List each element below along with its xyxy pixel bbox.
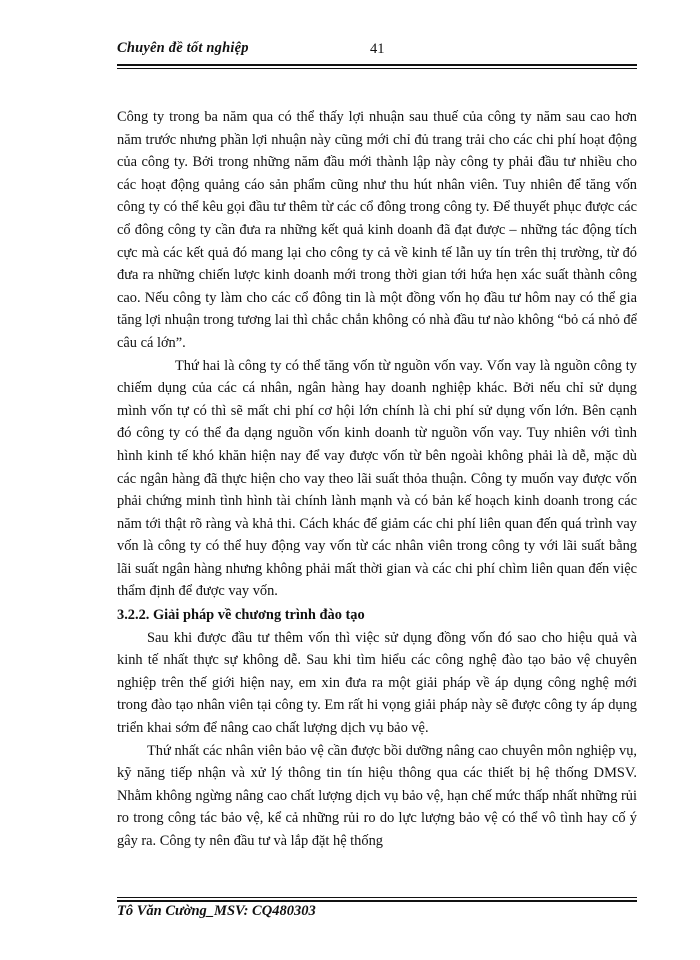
- document-body: [117, 106, 637, 853]
- page-number: 41: [370, 41, 385, 57]
- footer-rule: [117, 900, 637, 902]
- section-paragraph-2: Thứ nhất các nhân viên bảo vệ cần được bồi dưỡng nâng cao chuyên môn nghiệp vụ, kỹ năng tiếp nhận và xử lý thông tin tín hiệu thông qua các thiết bị hệ thống DMSV. Nhằm không ngừng nâng cao chất lượng dịch vụ bảo vệ, hạn chế mức thấp nhất những rủi ro trong công tác bảo vệ, kể cả những rủi ro do lực lượng bảo vệ có thể vô tình hay cố ý gây ra. Công ty nên đầu tư và lắp đặt hệ thống: [117, 742, 637, 849]
- header-rule-thin: [117, 68, 637, 69]
- section-heading: 3.2.2. Giải pháp về chương trình đào tạo: [117, 607, 365, 624]
- body-paragraph-1: Công ty trong ba năm qua có thể thấy lợi nhuận sau thuế của công ty năm sau cao hơn năm trước nhưng phần lợi nhuận này cũng mới chỉ đủ trang trải cho các chi phí hoạt động của công ty. Bởi trong những năm đầu mới thành lập này công ty phải đầu tư nhiều cho các hoạt động quảng cáo sản phẩm cũng như thu hút nhân viên. Tuy nhiên để tăng vốn công ty có thể kêu gọi đầu tư thêm từ các cổ đông trong công ty. Để thuyết phục được các cổ đông công ty cần đưa ra những kết quả kinh doanh đã đạt được – những tác động tích cực mà các kết quả đó mang lại cho công ty cả về kinh tế lẫn uy tín trên thị trường, từ đó đưa ra những chiến lược kinh doanh mới trong thời gian tới hứa hẹn xác suất thành công cao. Nếu công ty làm cho các cổ đông tin là một đồng vốn họ đầu tư hôm nay có thể gia tăng lợi nhuận trong tương lai thì chắc chắn không có nhà đầu tư nào không “bỏ cá nhỏ để câu cá lớn”.: [117, 109, 637, 351]
- header-title: Chuyên đề tốt nghiệp: [117, 40, 249, 56]
- header-rule: [117, 64, 637, 66]
- page-footer-author: Tô Văn Cường_MSV: CQ480303: [117, 903, 316, 919]
- body-paragraph-2: Thứ hai là công ty có thể tăng vốn từ nguồn vốn vay. Vốn vay là nguồn công ty chiếm dụng của các cá nhân, ngân hàng hay doanh nghiệp khác. Bởi nếu chỉ sử dụng mình vốn tự có thì sẽ mất chi phí cơ hội lớn chính là chi phí sử dụng vốn lớn. Bên cạnh đó công ty có thể đa dạng nguồn vốn kinh doanh từ nguồn vốn vay. Tuy nhiên với tình hình kinh tế khó khăn hiện nay để vay được vốn từ bên ngoài không phải là dễ, mặc dù các ngân hàng đã thực hiện cho vay theo lãi suất thỏa thuận. Công ty muốn vay được vốn phải chứng minh tình hình tài chính lành mạnh và có bản kế hoạch kinh doanh trong các năm tới thật rõ ràng và khả thi. Cách khác để giảm các chi phí liên quan đến quá trình vay vốn là công ty có thể huy động vay vốn từ các nhân viên trong công ty với lãi suất bằng lãi suất ngân hàng nhưng không phải mất thời gian và các chi phí chìm liên quan đến việc thẩm định để được vay vốn.: [117, 357, 637, 600]
- footer-rule-thin: [117, 897, 637, 898]
- section-paragraph-1: Sau khi được đầu tư thêm vốn thì việc sử dụng đồng vốn đó sao cho hiệu quả và kinh tế nhất thực sự không dễ. Sau khi tìm hiểu các công nghệ đào tạo bảo vệ chuyên nghiệp trên thế giới hiện nay, em xin đưa ra một giải pháp về áp dụng công nghệ mới trong đào tạo nhân viên tại công ty. Em rất hi vọng giải pháp này sẽ được công ty áp dụng triển khai sớm để nâng cao chất lượng dịch vụ bảo vệ.: [117, 629, 637, 737]
- page-header: [117, 38, 637, 64]
